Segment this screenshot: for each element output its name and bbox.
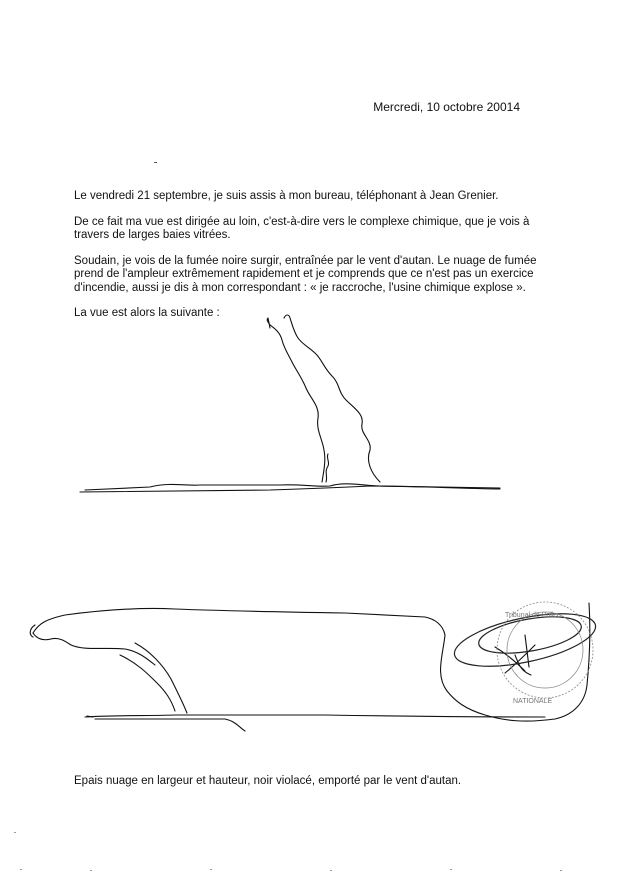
letter-date: Mercredi, 10 octobre 20014	[373, 100, 520, 114]
stamp-text-top: Tribunal de Police	[505, 612, 561, 619]
scan-speck	[154, 162, 157, 163]
wide-cloud-sketch	[25, 595, 605, 740]
scan-artifact	[450, 869, 452, 870]
paragraph-1: Le vendredi 21 septembre, je suis assis à mon bureau, téléphonant à Jean Grenier.	[74, 190, 499, 202]
scan-artifact	[14, 832, 16, 833]
scan-artifact	[330, 870, 332, 871]
scan-artifact	[20, 869, 22, 870]
stamp-text-bottom: NATIONALE	[513, 698, 553, 705]
ground-line	[85, 715, 545, 717]
cloud-underside-2	[135, 643, 187, 713]
scan-artifact	[560, 870, 562, 871]
cloud-top-edge	[33, 608, 445, 635]
scan-artifact	[210, 869, 212, 870]
smoke-column-sketch	[70, 310, 520, 510]
scan-artifact	[90, 870, 92, 871]
ground-line-lower	[95, 719, 245, 731]
cloud-underside-1	[120, 655, 175, 711]
cloud-left-nose	[33, 633, 155, 665]
sketch-intro: La vue est alors la suivante :	[74, 307, 220, 319]
smoke-left-edge	[267, 318, 325, 482]
paragraph-2: De ce fait ma vue est dirigée au loin, c'est-à-dire vers le complexe chimique, que je vois à travers de larges baies vitrées.	[74, 215, 530, 241]
smoke-right-edge	[284, 315, 380, 482]
sketch-caption: Epais nuage en largeur et hauteur, noir violacé, emporté par le vent d'autan.	[74, 775, 462, 787]
smoke-base-tuft	[326, 454, 329, 482]
paragraph-3: Soudain, je vois de la fumée noire surgir, entraînée par le vent d'autan. Le nuage de fumée prend de l'ampleur extrêmement rapidement et je comprends que ce n'est pas un exercice d'incendie, aussi je dis à mon correspondant : « je raccroche, l'usine chimique explose ».	[74, 254, 537, 294]
